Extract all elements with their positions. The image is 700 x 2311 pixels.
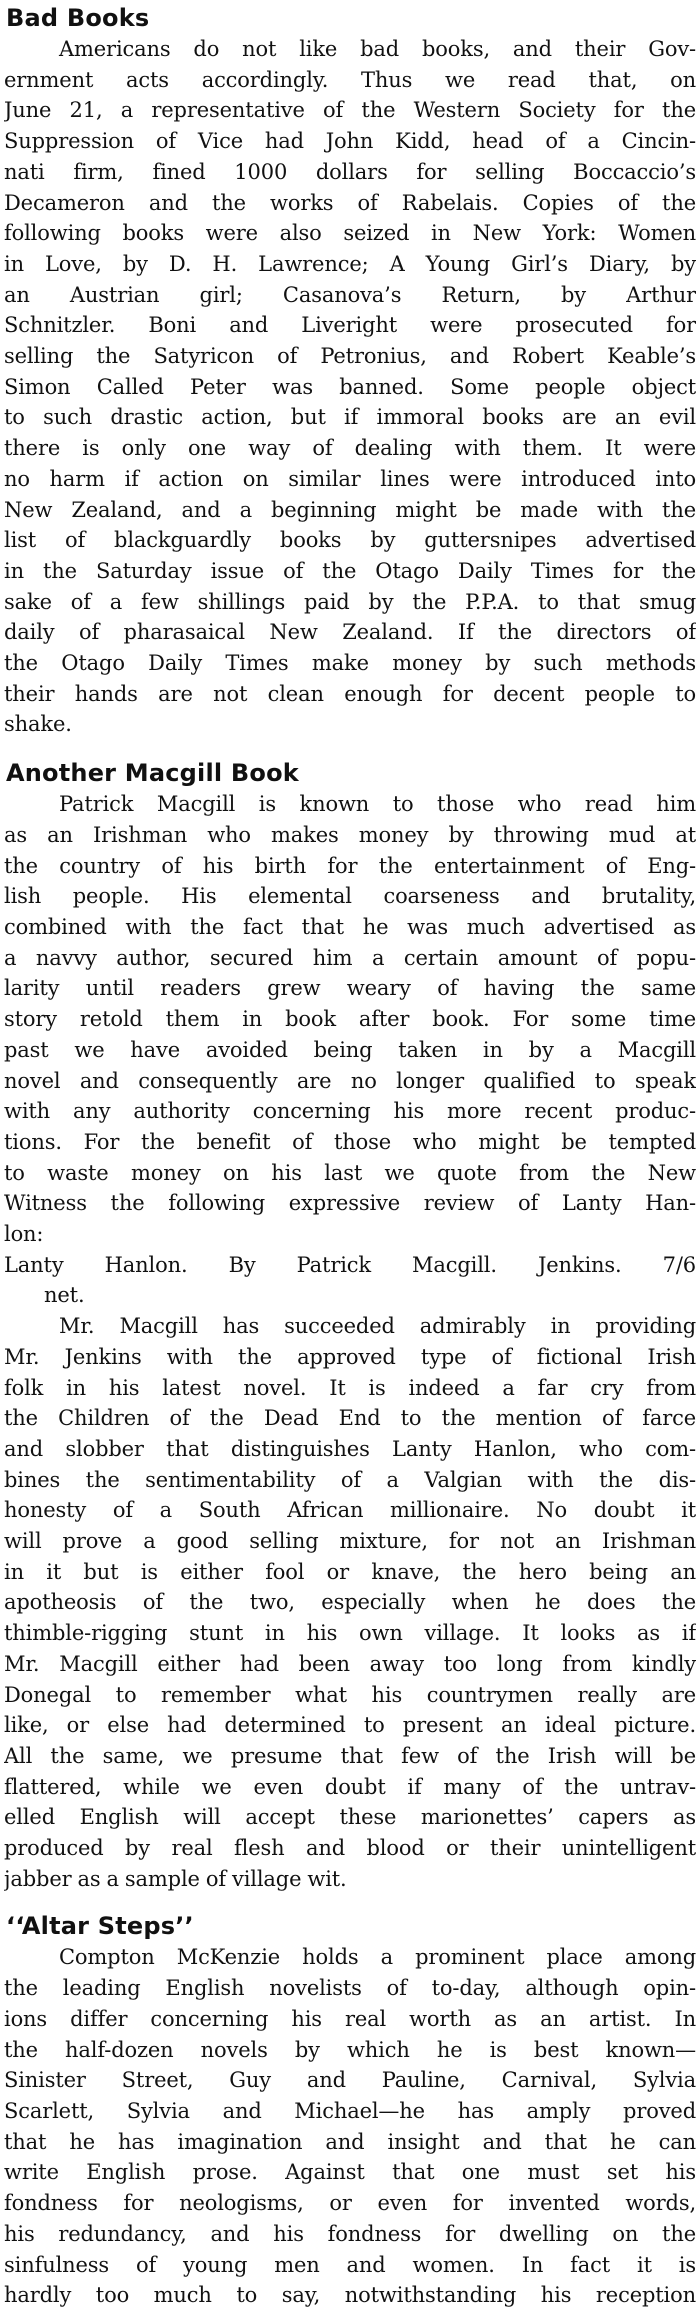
text-line: ions differ concerning his real worth as an artist. In	[4, 2006, 696, 2031]
text-line: no harm if action on similar lines were introduced into	[4, 466, 696, 491]
text-line: their hands are not clean enough for decent people to	[4, 681, 696, 706]
text-line: ernment acts accordingly. Thus we read that, on	[4, 67, 696, 92]
text-line: Scarlett, Sylvia and Michael—he has amply proved	[4, 2099, 696, 2123]
text-line: elled English will accept these marionettes’ capers as	[4, 1805, 696, 1830]
text-line: and slobber that distinguishes Lanty Hanlon, who com-	[4, 1436, 696, 1461]
text-line: folk in his latest novel. It is indeed a far cry from	[4, 1375, 696, 1400]
text-line: with any authority concerning his more recent produc-	[4, 1099, 696, 1124]
book-citation	[4, 1250, 696, 1311]
text-line: in the Saturday issue of the Otago Daily Times for the	[4, 558, 696, 583]
text-line: daily of pharasaical New Zealand. If the directors of	[4, 620, 696, 645]
paragraph	[4, 789, 696, 1250]
text-line: Schnitzler. Boni and Liveright were prosecuted for	[4, 313, 696, 338]
text-line: the half-dozen novels by which he is best known—	[4, 2037, 696, 2062]
text-line: larity until readers grew weary of having the same	[4, 976, 696, 1001]
text-line: write English prose. Against that one must set his	[4, 2160, 696, 2185]
text-line: Americans do not like bad books, and their Gov-	[59, 37, 696, 61]
text-line: list of blackguardly books by guttersnipes advertised	[4, 528, 696, 553]
text-line: novel and consequently are no longer qualified to speak	[4, 1068, 696, 1093]
text-line: hardly too much to say, notwithstanding his reception	[4, 2283, 696, 2308]
text-line: produced by real flesh and blood or their unintelligent	[4, 1836, 696, 1861]
text-line: Donegal to remember what his countrymen really are	[4, 1682, 696, 1707]
text-line: story retold them in book after book. For some time	[4, 1007, 696, 1032]
text-line: Witness the following expressive review of Lanty Han-	[4, 1191, 696, 1216]
section-heading: Another Macgill Book	[6, 759, 299, 788]
text-line: honesty of a South African millionaire. No doubt it	[4, 1498, 696, 1523]
text-line: Lanty Hanlon. By Patrick Macgill. Jenkins. 7/6	[4, 1252, 696, 1277]
text-line: Compton McKenzie holds a prominent place among	[59, 1945, 696, 1970]
text-line: Patrick Macgill is known to those who read him	[59, 792, 696, 817]
text-line: Mr. Macgill has succeeded admirably in providing	[59, 1314, 696, 1339]
text-line: sake of a few shillings paid by the P.P.A. to that smug	[4, 589, 696, 614]
section-bad-books	[4, 2, 696, 740]
text-line: will prove a good selling mixture, for not an Irishman	[4, 1529, 696, 1554]
text-line: that he has imagination and insight and that he can	[4, 2129, 696, 2154]
text-line: All the same, we presume that few of the Irish will be	[4, 1743, 696, 1768]
text-line: combined with the fact that he was much advertised as	[4, 914, 696, 939]
section-another-macgill-book	[4, 757, 696, 1894]
section-altar-steps	[4, 1910, 696, 2310]
text-line: lish people. His elemental coarseness and brutality,	[4, 884, 696, 909]
text-line: the country of his birth for the entertainment of Eng-	[4, 853, 696, 878]
text-line: to such drastic action, but if immoral books are an evil	[4, 405, 696, 430]
text-line: lon:	[4, 1222, 44, 1247]
text-line: there is only one way of dealing with them. It were	[4, 436, 696, 461]
text-line: nati firm, fined 1000 dollars for selling Boccaccio’s	[4, 159, 696, 184]
paragraph	[4, 1942, 696, 2310]
text-line: to waste money on his last we quote from the New	[4, 1160, 696, 1185]
paragraph	[4, 34, 696, 740]
text-line: in it but is either fool or knave, the hero being an	[4, 1559, 696, 1584]
text-line: net.	[44, 1283, 85, 1308]
text-line: tions. For the benefit of those who might be tempted	[4, 1129, 696, 1154]
text-line: an Austrian girl; Casanova’s Return, by Arthur	[4, 282, 696, 307]
text-line: the leading English novelists of to-day, although opin-	[4, 1976, 696, 2001]
text-line: the Otago Daily Times make money by such methods	[4, 651, 696, 676]
text-line: Simon Called Peter was banned. Some people object	[4, 374, 696, 399]
text-line: fondness for neologisms, or even for invented words,	[4, 2191, 696, 2216]
section-heading: ‘‘Altar Steps’’	[6, 1912, 194, 1941]
text-line: Suppression of Vice had John Kidd, head of a Cincin-	[4, 129, 696, 154]
text-line: as an Irishman who makes money by throwing mud at	[4, 822, 696, 847]
text-line: Mr. Jenkins with the approved type of fictional Irish	[4, 1344, 696, 1369]
text-line: following books were also seized in New York: Women	[4, 221, 696, 246]
text-line: selling the Satyricon of Petronius, and Robert Keable’s	[4, 344, 696, 369]
text-line: past we have avoided being taken in by a Macgill	[4, 1037, 696, 1062]
text-line: the Children of the Dead End to the mention of farce	[4, 1406, 696, 1431]
text-line: bines the sentimentability of a Valgian with the dis-	[4, 1467, 696, 1492]
text-line: June 21, a representative of the Western Society for the	[4, 98, 696, 123]
text-line: thimble-rigging stunt in his own village. It looks as if	[4, 1621, 696, 1646]
text-line: in Love, by D. H. Lawrence; A Young Girl’s Diary, by	[4, 251, 696, 276]
text-line: shake.	[4, 712, 72, 737]
text-line: like, or else had determined to present an ideal picture.	[4, 1713, 696, 1738]
section-heading: Bad Books	[6, 4, 150, 32]
text-line: his redundancy, and his fondness for dwelling on the	[4, 2221, 696, 2246]
text-line: jabber as a sample of village wit.	[4, 1866, 347, 1891]
text-line: flattered, while we even doubt if many of the untrav-	[4, 1774, 696, 1799]
text-line: a navvy author, secured him a certain amount of popu-	[4, 945, 696, 970]
text-line: sinfulness of young men and women. In fact it is	[4, 2252, 696, 2277]
text-line: Decameron and the works of Rabelais. Copies of the	[4, 190, 696, 215]
text-line: New Zealand, and a beginning might be made with the	[4, 497, 696, 522]
text-line: apotheosis of the two, especially when he does the	[4, 1590, 696, 1615]
text-line: Mr. Macgill either had been away too long from kindly	[4, 1651, 696, 1676]
quoted-review	[4, 1311, 696, 1894]
text-line: Sinister Street, Guy and Pauline, Carnival, Sylvia	[4, 2068, 696, 2093]
